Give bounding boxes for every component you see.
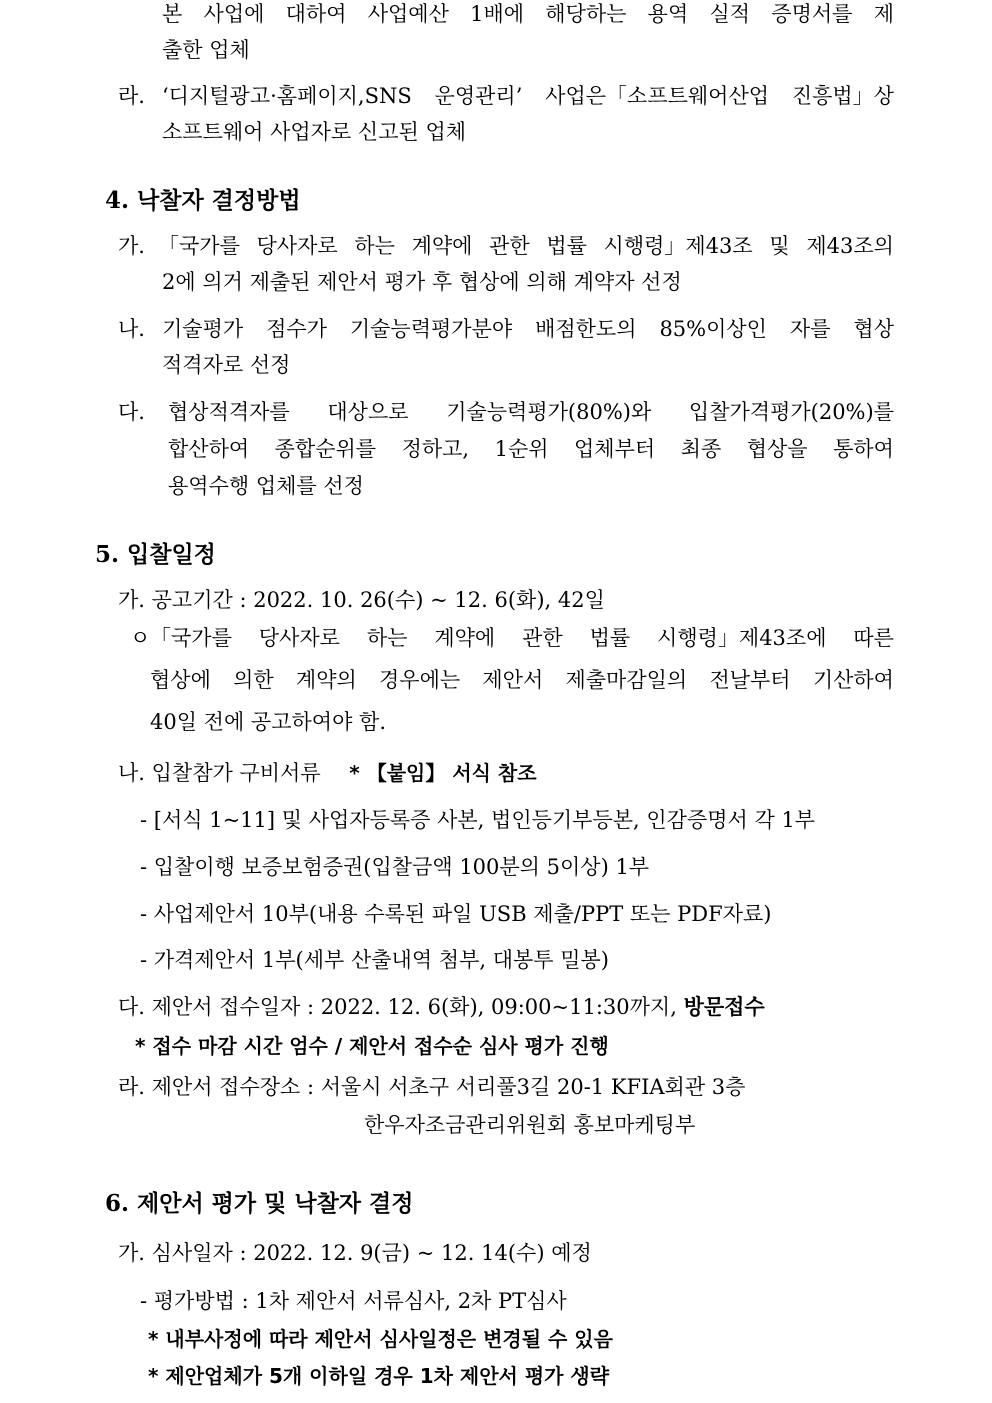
word: 당사자로 [256,234,338,258]
s5-note-line-2 [150,670,894,691]
document-list-item: - [서식 1~11] 및 사업자등록증 사본, 법인등기부등본, 인감증명서 각 1부 [140,808,816,832]
word: 「국가를 [150,626,232,650]
circle-bullet: ㅇ [130,626,151,650]
word: 85%이상인 [659,317,767,341]
item-marker: 라. [118,84,145,108]
word: 계약에 [411,234,473,258]
document-list-item: - 가격제안서 1부(세부 산출내역 첨부, 대봉투 밀봉) [140,948,610,972]
s5-na-reference: * 【붙임】 서식 참조 [349,761,537,785]
word: 법률 [546,234,587,258]
word: 따른 [853,626,894,650]
word: 입찰가격평가(20%)를 [688,400,894,424]
word: 하는 [366,626,408,650]
word: 최종 [680,437,722,461]
intro-ra-line-2: 소프트웨어 사업자로 신고된 업체 [162,120,467,144]
s5-ga: 가. 공고기간 : 2022. 10. 26(수) ~ 12. 6(화), 42일 [118,588,605,612]
word: 1배에 [470,2,525,26]
word: 기술능력평가(80%)와 [446,400,652,424]
section-4-heading: 4. 낙찰자 결정방법 [105,187,301,214]
word: 기산하여 [812,668,894,692]
word: 대하여 [285,2,347,26]
word: 제 [873,2,894,26]
s4-na-line-2: 적격자로 선정 [162,353,291,377]
word: ‘디지털광고·홈페이지,SNS [162,84,412,108]
s5-da [118,997,765,1018]
word: 기술평가 [162,317,244,341]
s5-note-line-3: 40일 전에 공고하여야 함. [150,710,386,734]
word: 관한 [489,234,530,258]
s5-na-text: 나. 입찰참가 구비서류 [118,761,321,785]
s6-method: - 평가방법 : 1차 제안서 서류심사, 2차 PT심사 [140,1289,567,1313]
intro-line-2: 출한 업체 [162,38,250,62]
item-marker: 다. [118,400,145,424]
word: 정하고, [401,437,470,461]
word: 1순위 [494,437,549,461]
s4-ga-line-2: 2에 의거 제출된 제안서 평가 후 협상에 의해 계약자 선정 [162,270,682,294]
word: 제출마감일의 [565,668,688,692]
word: 사업은「소프트웨어산업 [545,84,770,108]
word: 해당하는 [545,2,627,26]
document-list-item: - 입찰이행 보증보험증권(입찰금액 100분의 5이상) 1부 [140,855,650,879]
section-5-heading: 5. 입찰일정 [95,541,216,568]
intro-ra-line-1 [162,86,894,107]
word: 계약에 [434,626,496,650]
s6-note: * 내부사정에 따라 제안서 심사일정은 변경될 수 있음 [148,1327,613,1351]
word: 시행령」제43조 [603,234,753,258]
s4-na-line-1 [162,319,894,340]
s4-da-line-3: 용역수행 업체를 선정 [168,474,364,498]
s6-note: * 제안업체가 5개 이하일 경우 1차 제안서 평가 생략 [148,1364,610,1388]
word: 계약의 [295,668,357,692]
s6-ga: 가. 심사일자 : 2022. 12. 9(금) ~ 12. 14(수) 예정 [118,1241,592,1265]
word: 제43조의 [806,234,894,258]
word: 당사자로 [258,626,340,650]
word: 기술능력평가분야 [349,317,513,341]
s5-da-note: * 접수 마감 시간 엄수 / 제안서 접수순 심사 평가 진행 [135,1034,609,1058]
s5-na [118,763,537,784]
word: 협상에 [150,668,211,692]
word: 하는 [354,234,395,258]
word: 협상을 [746,437,808,461]
word: 제안서 [482,668,544,692]
s4-da-line-1 [168,402,894,423]
word: 및 [769,234,790,258]
word: 대상으로 [327,400,409,424]
word: 증명서를 [771,2,853,26]
word: 시행령」제43조에 [657,626,827,650]
word: 협상적격자를 [168,400,290,424]
document-list-item: - 사업제안서 10부(내용 수록된 파일 USB 제출/PPT 또는 PDF자료) [140,902,772,926]
word: 통하여 [833,437,894,461]
word: 법률 [589,626,631,650]
s5-da-text: 다. 제안서 접수일자 : 2022. 12. 6(화), 09:00~11:30까지, [118,995,677,1019]
s4-da-line-2 [168,439,894,460]
s5-ra-line-2: 한우자조금관리위원회 홍보마케팅부 [364,1113,696,1137]
word: 「국가를 [158,234,240,258]
s5-da-visit: 방문접수 [683,995,765,1019]
word: 전날부터 [709,668,791,692]
word: 용역 [647,2,689,26]
item-marker: 나. [118,317,145,341]
word: 종합순위를 [274,437,377,461]
word: 경우에는 [379,668,461,692]
word: 사업에 [203,2,265,26]
s5-note-line-1 [150,628,894,649]
word: 실적 [709,2,751,26]
word: 의한 [233,668,274,692]
word: 사업예산 [367,2,449,26]
word: 진흥법」상 [791,84,894,108]
s4-ga-line-1 [158,236,894,257]
word: 점수가 [266,317,327,341]
section-6-heading: 6. 제안서 평가 및 낙찰자 결정 [105,1190,414,1217]
word: 업체부터 [574,437,656,461]
s5-ra-line-1: 라. 제안서 접수장소 : 서울시 서초구 서리풀3길 20-1 KFIA회관 3층 [118,1075,746,1099]
word: 관한 [522,626,563,650]
word: 배점한도의 [535,317,637,341]
word: 본 [162,2,183,26]
word: 자를 [789,317,831,341]
item-marker: 가. [118,234,145,258]
word: 협상 [853,317,894,341]
word: 합산하여 [168,437,250,461]
intro-line-1 [162,4,894,25]
word: 운영관리’ [434,84,523,108]
